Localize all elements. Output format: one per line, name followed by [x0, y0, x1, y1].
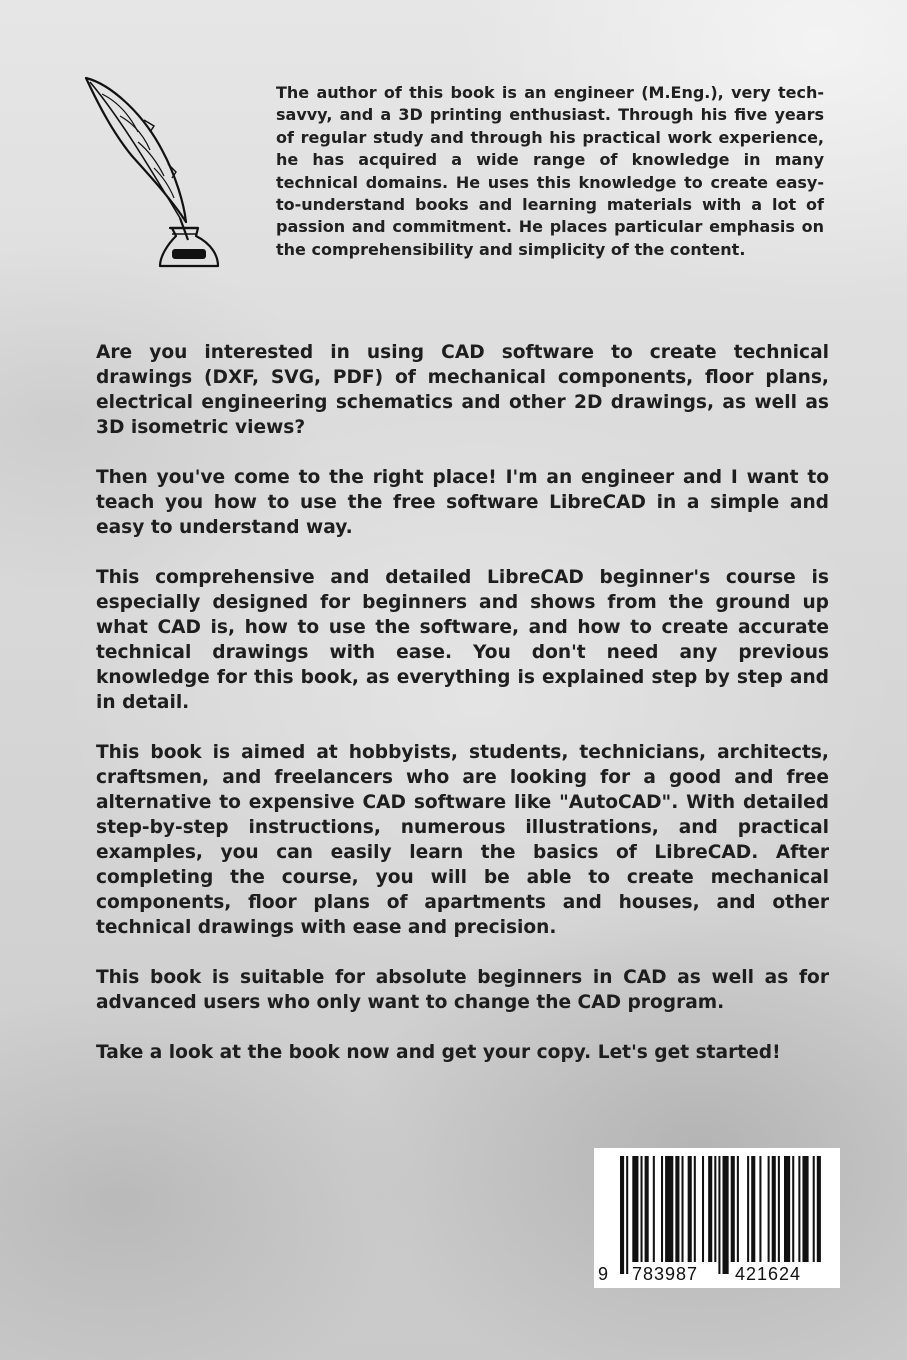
barcode-bar — [708, 1156, 712, 1262]
barcode-bar — [792, 1156, 794, 1262]
barcode-bars — [594, 1148, 840, 1288]
barcode-bar — [731, 1156, 735, 1262]
barcode-bar — [694, 1156, 696, 1262]
author-bio: The author of this book is an engineer (M.Eng.), very tech-savvy, and a 3D printing enthusiast. Through his five years of regular study and through his practical work experience, he has acquired a wide range of knowledge in many technical domains. He uses this knowledge to create easy-to-understand books and learning materials with a lot of passion and commitment. He places particular emphasis on the comprehensibility and simplicity of the content. — [276, 83, 824, 259]
barcode-bar — [778, 1156, 780, 1262]
barcode-bar — [759, 1156, 761, 1262]
barcode-bar — [661, 1156, 663, 1262]
barcode-bar — [682, 1156, 684, 1262]
description-paragraph: This comprehensive and detailed LibreCAD beginner's course is especially designed for beginners and shows from the ground up what CAD is, how to use the software, and how to create accurate technical drawings with ease. You don't need any previous knowledge for this book, as everything is explained step by step and in detail. — [96, 567, 829, 713]
barcode-bar — [737, 1156, 739, 1262]
description-paragraph: This book is suitable for absolute beginners in CAD as well as for advanced users who only want to change the CAD program. — [96, 967, 829, 1013]
barcode-bar — [665, 1156, 673, 1262]
description-paragraph: Take a look at the book now and get your copy. Let's get started! — [96, 1042, 781, 1063]
barcode-bar — [802, 1156, 808, 1262]
description-paragraph: This book is aimed at hobbyists, students, technicians, architects, craftsmen, and freelancers who are looking for a good and free alternative to expensive CAD software like "AutoCAD". With detailed step-by-step instructions, numerous illustrations, and practical examples, you can easily learn the basics of LibreCAD. After completing the course, you will be able to create mechanical components, floor plans of apartments and houses, and other technical drawings with ease and precision. — [96, 742, 829, 938]
isbn-barcode — [594, 1148, 840, 1288]
barcode-bar — [714, 1156, 716, 1262]
barcode-bar — [632, 1156, 638, 1262]
quill-inkwell-icon — [80, 72, 225, 277]
barcode-bar — [645, 1156, 649, 1262]
barcode-bar — [653, 1156, 655, 1262]
description-paragraph: Are you interested in using CAD software to create technical drawings (DXF, SVG, PDF) of mechanical components, floor plans, electrical engineering schematics and other 2D drawings, as well as 3D isometric views? — [96, 342, 829, 438]
barcode-bar — [626, 1156, 628, 1274]
barcode-first-digit: 9 — [598, 1264, 609, 1284]
barcode-bar — [688, 1156, 692, 1262]
barcode-bar — [620, 1156, 624, 1274]
barcode-bar — [813, 1156, 815, 1262]
description-paragraph: Then you've come to the right place! I'm an engineer and I want to teach you how to use the free software LibreCAD in a simple and easy to understand way. — [96, 467, 829, 538]
barcode-bar — [675, 1156, 679, 1262]
barcode-bar — [641, 1156, 643, 1262]
barcode-left-digits: 783987 — [631, 1264, 699, 1284]
book-description — [96, 340, 829, 1090]
barcode-bar — [723, 1156, 729, 1274]
barcode-bar — [751, 1156, 755, 1262]
barcode-bar — [702, 1156, 704, 1262]
barcode-bar — [784, 1156, 790, 1262]
barcode-bar — [772, 1156, 776, 1262]
barcode-bar — [817, 1156, 821, 1262]
barcode-bar — [718, 1156, 720, 1274]
barcode-bar — [768, 1156, 770, 1262]
barcode-right-digits: 421624 — [734, 1264, 802, 1284]
barcode-bar — [798, 1156, 800, 1262]
barcode-bar — [747, 1156, 749, 1262]
